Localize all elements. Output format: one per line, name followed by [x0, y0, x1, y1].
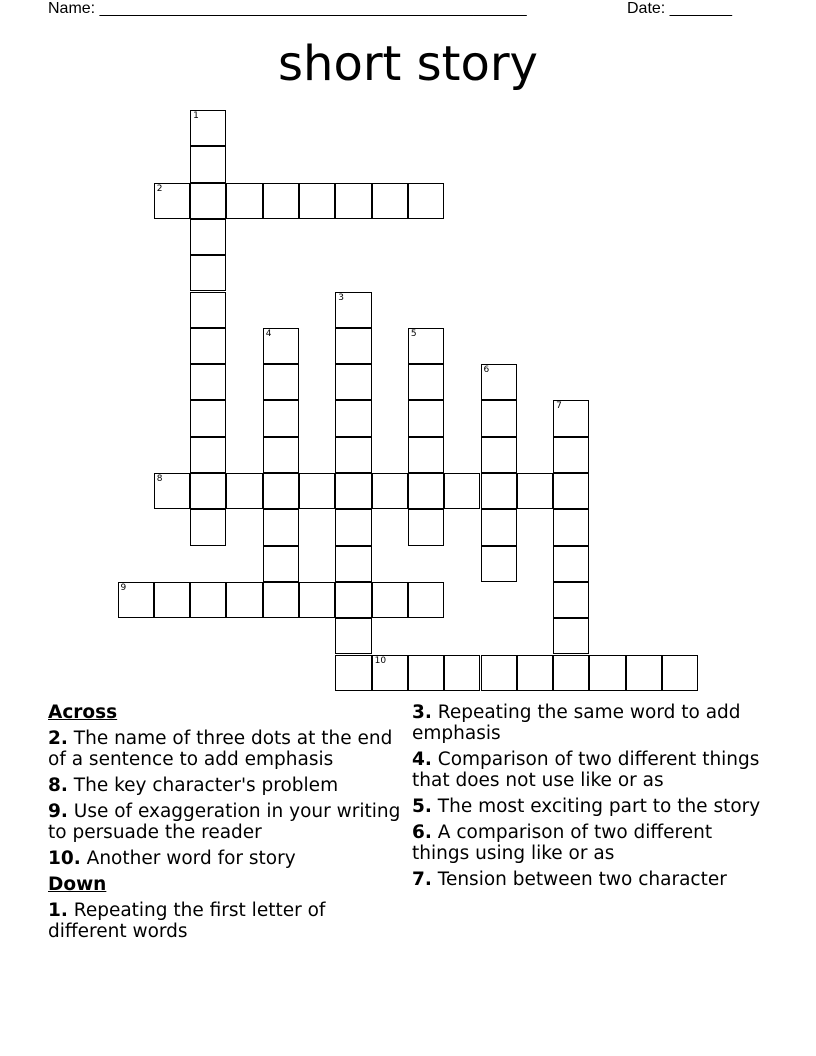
grid-cell[interactable] [481, 437, 517, 473]
grid-cell[interactable] [190, 110, 226, 146]
grid-cell[interactable] [372, 473, 408, 509]
grid-cell[interactable] [553, 655, 589, 691]
clue-number: 1 [193, 111, 199, 121]
date-label: Date: [627, 0, 666, 17]
grid-cell[interactable] [408, 183, 444, 219]
grid-cell[interactable] [335, 400, 371, 436]
grid-cell[interactable] [190, 219, 226, 255]
clue-down-3: 3. Repeating the same word to add emphasis [412, 702, 741, 744]
grid-cell[interactable] [190, 509, 226, 545]
grid-cell[interactable] [335, 183, 371, 219]
clue-number: 3 [338, 292, 345, 303]
grid-cell[interactable] [553, 618, 589, 654]
clue-number: 10 [374, 655, 387, 666]
grid-cell[interactable] [408, 509, 444, 545]
grid-cell[interactable] [517, 655, 553, 691]
grid-cell[interactable] [444, 655, 480, 691]
grid-cell[interactable] [226, 582, 262, 618]
grid-cell[interactable] [626, 655, 662, 691]
grid-cell[interactable] [408, 364, 444, 400]
grid-cell[interactable] [263, 183, 299, 219]
grid-cell[interactable] [517, 473, 553, 509]
grid-cell[interactable] [372, 183, 408, 219]
grid-cell[interactable] [372, 582, 408, 618]
grid-cell[interactable] [263, 509, 299, 545]
grid-cell[interactable] [408, 582, 444, 618]
grid-cell[interactable] [408, 437, 444, 473]
grid-cell[interactable] [118, 582, 154, 618]
grid-cell[interactable] [190, 183, 226, 219]
grid-cell[interactable] [190, 473, 226, 509]
grid-cell[interactable] [553, 582, 589, 618]
grid-cell[interactable] [299, 473, 335, 509]
grid-cell[interactable] [263, 328, 299, 364]
grid-cell[interactable] [408, 328, 444, 364]
clue-down-5: 5. The most exciting part to the story [412, 796, 761, 817]
grid-cell[interactable] [481, 509, 517, 545]
grid-cell[interactable] [662, 655, 698, 691]
grid-cell[interactable] [190, 364, 226, 400]
clue-number: 9 [120, 582, 127, 593]
grid-cell[interactable] [190, 582, 226, 618]
grid-cell[interactable] [190, 328, 226, 364]
grid-cell[interactable] [335, 618, 371, 654]
grid-cell[interactable] [226, 473, 262, 509]
grid-cell[interactable] [154, 183, 190, 219]
clue-across-2: 2. The name of three dots at the end of a sentence to add emphasis [48, 728, 393, 770]
grid-cell[interactable] [553, 437, 589, 473]
grid-cell[interactable] [589, 655, 625, 691]
grid-cell[interactable] [408, 473, 444, 509]
grid-cell[interactable] [481, 400, 517, 436]
grid-cell[interactable] [190, 400, 226, 436]
clue-number: 7 [556, 401, 562, 412]
grid-cell[interactable] [190, 292, 226, 328]
grid-cell[interactable] [444, 473, 480, 509]
clue-number: 4 [265, 328, 272, 339]
clue-down-4: 4. Comparison of two different things that does not use like or as [412, 749, 760, 791]
grid-cell[interactable] [553, 546, 589, 582]
grid-cell[interactable] [190, 255, 226, 291]
clue-number: 2 [156, 183, 163, 194]
grid-cell[interactable] [154, 582, 190, 618]
grid-cell[interactable] [335, 473, 371, 509]
grid-cell[interactable] [481, 546, 517, 582]
clue-number: 5 [410, 328, 417, 339]
clue-across-10: 10. Another word for story [48, 848, 296, 869]
grid-cell[interactable] [335, 364, 371, 400]
grid-cell[interactable] [263, 364, 299, 400]
grid-cell[interactable] [263, 546, 299, 582]
page-title: short story [278, 36, 538, 92]
grid-cell[interactable] [154, 473, 190, 509]
grid-cell[interactable] [335, 655, 371, 691]
grid-cell[interactable] [263, 437, 299, 473]
grid-cell[interactable] [190, 437, 226, 473]
clue-number: 6 [483, 365, 490, 376]
grid-cell[interactable] [263, 582, 299, 618]
grid-cell[interactable] [408, 400, 444, 436]
grid-cell[interactable] [553, 473, 589, 509]
grid-cell[interactable] [299, 183, 335, 219]
grid-cell[interactable] [481, 655, 517, 691]
grid-cell[interactable] [263, 473, 299, 509]
grid-cell[interactable] [553, 509, 589, 545]
grid-cell[interactable] [372, 655, 408, 691]
clue-across-8: 8. The key character's problem [48, 775, 339, 796]
grid-cell[interactable] [190, 146, 226, 182]
clue-across-9: 9. Use of exaggeration in your writing to persuade the reader [48, 801, 401, 843]
clue-down-6: 6. A comparison of two different things using like or as [412, 822, 713, 864]
date-blank[interactable]: _______ [669, 0, 732, 17]
grid-cell[interactable] [299, 582, 335, 618]
clue-number: 8 [156, 474, 163, 484]
grid-cell[interactable] [335, 546, 371, 582]
grid-cell[interactable] [335, 509, 371, 545]
grid-cell[interactable] [335, 292, 371, 328]
clues-right-column [412, 702, 762, 895]
clue-down-1: 1. Repeating the first letter of different words [48, 900, 326, 942]
name-blank[interactable]: ________________________________________________ [99, 0, 527, 17]
across-heading: Across [48, 702, 118, 723]
grid-cell[interactable] [335, 582, 371, 618]
name-label: Name: [48, 0, 96, 17]
down-heading: Down [48, 874, 107, 895]
grid-cell[interactable] [481, 364, 517, 400]
grid-cell[interactable] [553, 400, 589, 436]
clue-down-7: 7. Tension between two character [412, 869, 727, 890]
grid-cell[interactable] [263, 400, 299, 436]
grid-cell[interactable] [335, 437, 371, 473]
grid-cell[interactable] [408, 655, 444, 691]
grid-cell[interactable] [481, 473, 517, 509]
clues-left-column [48, 702, 403, 947]
grid-cell[interactable] [335, 328, 371, 364]
grid-cell[interactable] [226, 183, 262, 219]
